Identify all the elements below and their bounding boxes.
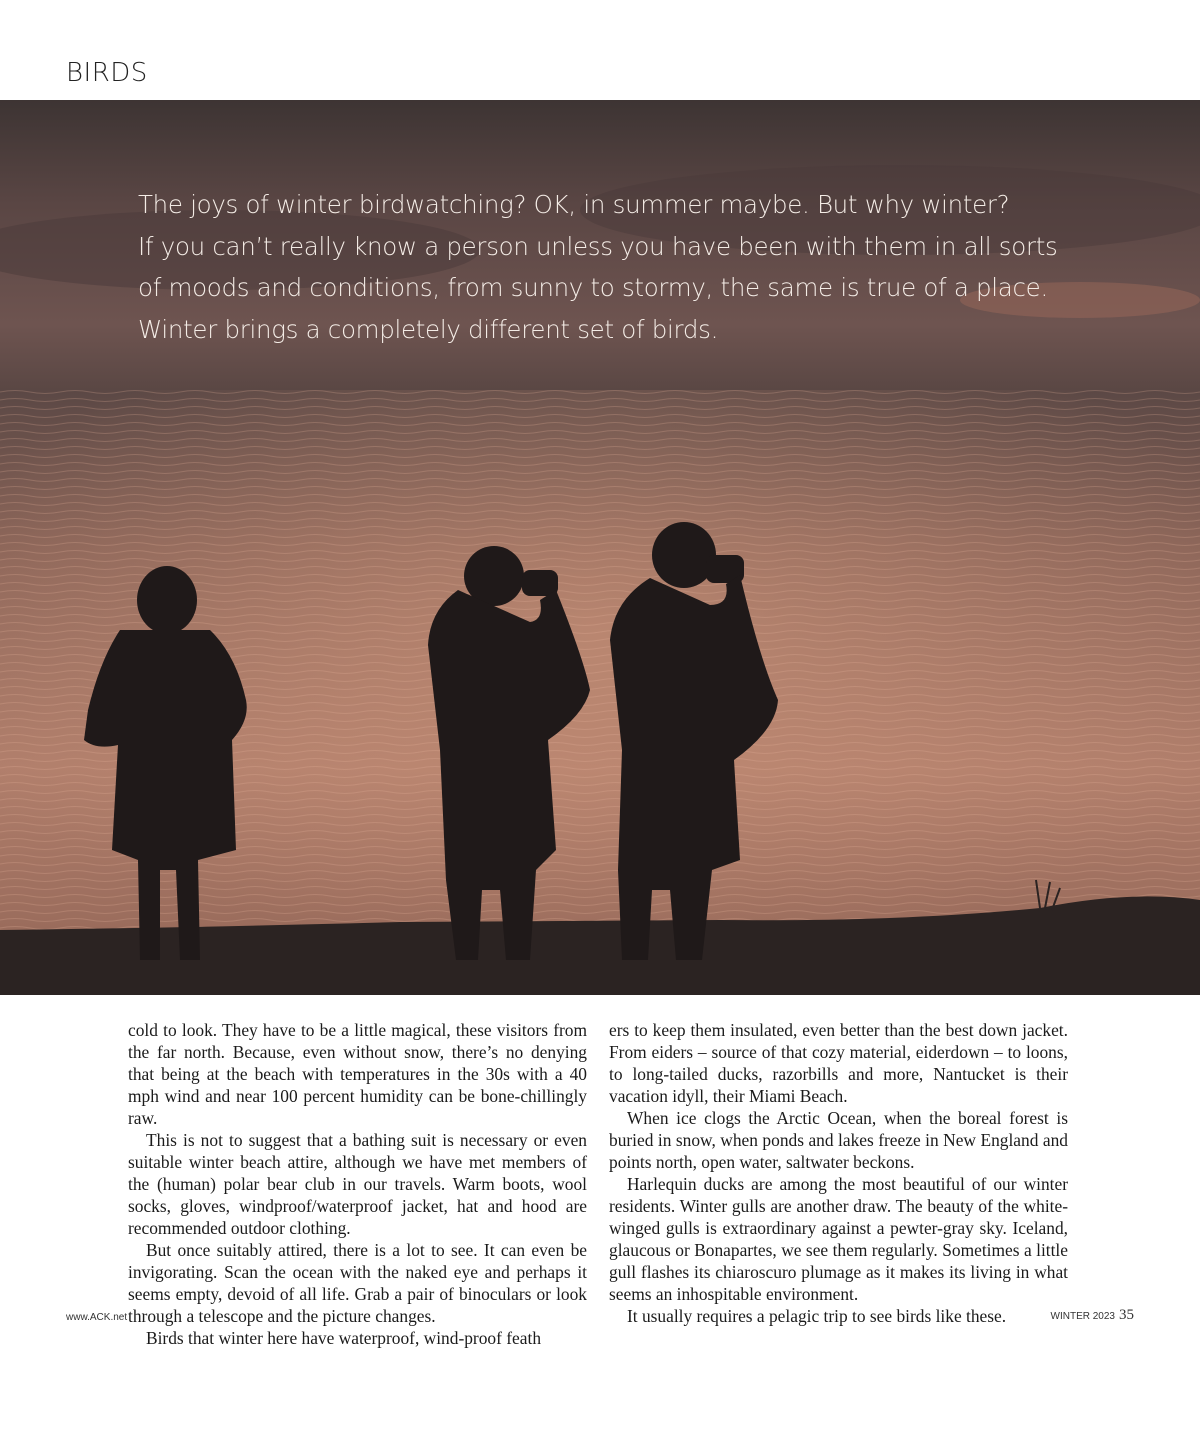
intro-line: Winter brings a completely different set of birds. xyxy=(138,314,719,344)
paragraph: But once suitably attired, there is a lot to see. It can even be invigorating. Scan the ocean with the naked eye and perhaps it seems empty, devoid of all life. Grab a pair of binoculars or look through a telescope and the picture changes. xyxy=(128,1240,587,1326)
footer-issue-page xyxy=(1051,1307,1134,1324)
page-number: 35 xyxy=(1119,1307,1134,1323)
footer-issue: WINTER 2023 xyxy=(1050,1311,1115,1322)
paragraph: ers to keep them insulated, even better than the best down jacket. From eiders – source of that cozy material, eiderdown – to loons, to long-tailed ducks, razorbills and more, Nantucket is their vacation idyll, their Miami Beach. xyxy=(609,1020,1068,1106)
intro-line: If you can’t really know a person unless you have been with them in all sorts xyxy=(138,231,1058,261)
article-column-right xyxy=(609,1019,1068,1327)
intro-line: of moods and conditions, from sunny to stormy, the same is true of a place. xyxy=(138,273,1048,302)
intro-line: The joys of winter birdwatching? OK, in summer maybe. But why winter? xyxy=(138,190,1010,219)
paragraph: When ice clogs the Arctic Ocean, when the boreal forest is buried in snow, when ponds and lakes freeze in New England and points north, open water, saltwater beckons. xyxy=(609,1108,1068,1172)
section-label: BIRDS xyxy=(66,58,148,88)
paragraph: Harlequin ducks are among the most beautiful of our winter residents. Winter gulls are another draw. The beauty of the white-winged gulls is extraordinary against a pewter-gray sky. Iceland, glaucous or Bonapartes, we see them regularly. Sometimes a little gull flashes its chiaroscuro plumage as it makes its living in what seems an inhospitable environment. xyxy=(609,1174,1068,1304)
paragraph: Birds that winter here have waterproof, wind-proof feath xyxy=(146,1328,542,1348)
footer-website: www.ACK.net xyxy=(66,1312,128,1323)
page-footer xyxy=(0,1295,1200,1335)
intro-callout xyxy=(138,184,1098,350)
paragraph: This is not to suggest that a bathing suit is necessary or even suitable winter beach attire, although we have met members of the (human) polar bear club in our travels. Warm boots, wool socks, gloves, windproof/waterproof jacket, hat and hood are recommended outdoor clothing. xyxy=(128,1130,587,1238)
paragraph: It usually requires a pelagic trip to see birds like these. xyxy=(627,1306,1007,1326)
paragraph: cold to look. They have to be a little magical, these visitors from the far north. Because, even without snow, there’s no denying that being at the beach with temperatures in the 30s with a 40 mph wind and near 100 percent humidity can be bone-chillingly raw. xyxy=(128,1020,587,1128)
